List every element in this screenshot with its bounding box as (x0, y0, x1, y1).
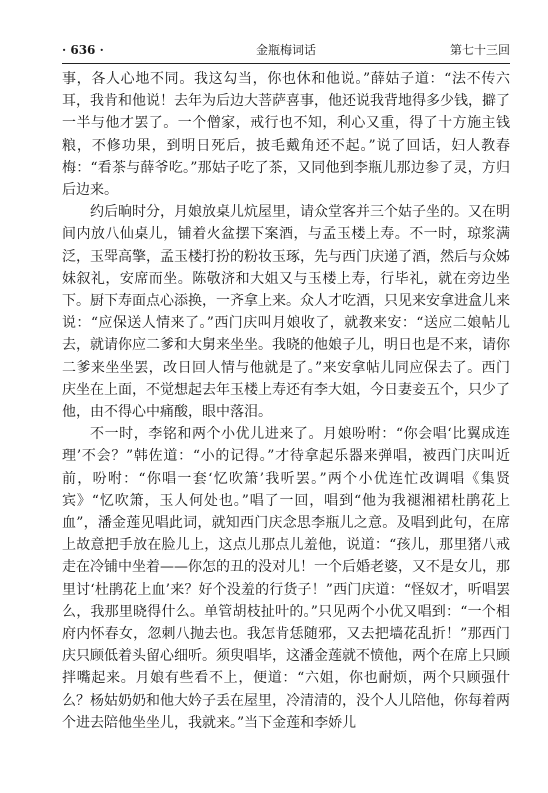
chapter-label: 第七十三回 (449, 43, 510, 57)
book-title: 金瓶梅词话 (255, 43, 316, 57)
page-number: · 636 · (62, 43, 104, 57)
header-rule (62, 63, 510, 64)
paragraph: 不一时，李铭和两个小优儿进来了。月娘吩咐：“你会唱‘比翼成连理’不会？”韩佐道：“小的记得。”才待拿起乐器来弹唱，被西门庆叫近前，吩咐：“你唱一套‘忆吹箫’我听罢。”两个小优连忙改调唱《集贤宾》“忆吹箫，玉人何处也。”唱了一回，唱到“他为我褪湘裙杜鹃花上血”，潘金莲见唱此词，就知西门庆念思李瓶儿之意。及唱到此句，在席上故意把手放在脸儿上，这点儿那点儿羞他，说道：“孩儿，那里猪八戒走在冷铺中坐着——你怎的丑的没对儿！一个后婚老婆，又不是女儿，那里讨‘杜鹃花上血’来？好个没羞的行货子！”西门庆道：“怪奴才，听唱罢么，我那里晓得什么。单管胡枝扯叶的。”只见两个小优又唱到：“一个相府内怀春女，忽刺八抛去也。我怎肯恁随邪，又去把墙花乱折！”那西门庆只顾低着头留心细听。须臾唱毕，这潘金莲就不愤他，两个在席上只顾拌嘴起来。月娘有些看不上，便道：“六姐，你也耐烦，两个只顾强什么？杨姑奶奶和他大妗子丢在屋里，冷清清的，没个人儿陪他，你每着两个进去陪他坐坐儿，我就来。”当下金莲和李娇儿 (62, 426, 510, 731)
paragraph: 约后晌时分，月娘放桌儿炕屋里，请众堂客并三个姑子坐的。又在明间内放八仙桌儿，铺着火盆摆下案酒，与孟玉楼上寿。不一时，琼浆满泛，玉斝高擎，孟玉楼打扮的粉妆玉琢，先与西门庆递了酒，然后与众姊妹叙礼，安席而坐。陈敬济和大姐又与玉楼上寿，行毕礼，就在旁边坐下。厨下寿面点心添换，一齐拿上来。众人才吃酒，只见来安拿进盒儿来说：“应保送人情来了。”西门庆叫月娘收了，就教来安：“送应二娘帖儿去，就请你应二爹和大舅来坐坐。我晓的他娘子儿，明日也是不来，请你二爹来坐坐罢，改日回人情与他就是了。”来安拿帖儿同应保去了。西门庆坐在上面，不觉想起去年玉楼上寿还有李大姐，今日妻妾五个，只少了他，由不得心中痛酸，眼中落泪。 (62, 204, 510, 421)
page-body (62, 68, 510, 734)
running-header (62, 41, 510, 59)
paragraph-continued: 事，各人心地不同。我这勾当，你也休和他说。”薛姑子道：“法不传六耳，我肯和他说！去年为后边大菩萨喜事，他还说我背地得多少钱，擗了一半与他才罢了。一个僧家，戒行也不知，利心又重，得了十方施主钱粮，不修功果，到明日死后，披毛戴角还不起。”说了回话，妇人教春梅：“看茶与薛爷吃。”那姑子吃了茶，又同他到李瓶儿那边参了灵，方归后边来。 (62, 71, 510, 199)
